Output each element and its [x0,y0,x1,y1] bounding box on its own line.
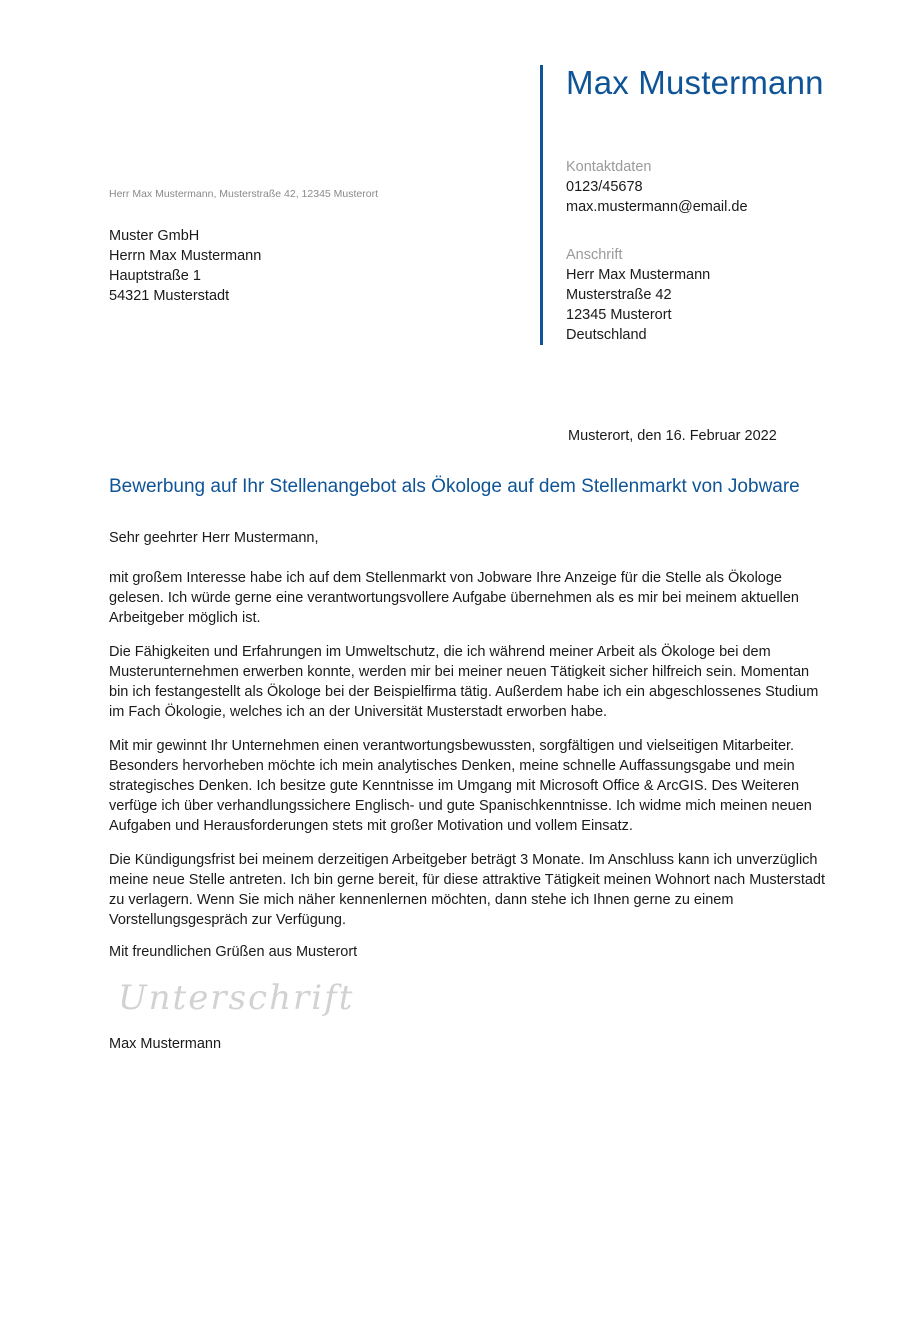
paragraph-line: zu verlagern. Wenn Sie mich näher kennenlernen möchten, dann stehe ich Ihnen gerne zu einem [109,892,734,908]
body-paragraph-1 [109,568,824,628]
closing-phrase: Mit freundlichen Grüßen aus Musterort [109,944,358,960]
recipient-line: Hauptstraße 1 [109,268,201,284]
email-address: max.mustermann@email.de [566,199,748,215]
recipient-line: Herrn Max Mustermann [109,248,262,264]
salutation: Sehr geehrter Herr Mustermann, [109,530,319,546]
paragraph-line: Die Fähigkeiten und Erfahrungen im Umweltschutz, die ich während meiner Arbeit als Ökologe bei dem [109,644,771,660]
handwritten-signature: Unterschrift [118,978,355,1018]
paragraph-line: Die Kündigungsfrist bei meinem derzeitigen Arbeitgeber beträgt 3 Monate. Im Anschluss kann ich unverzüglich [109,852,818,868]
body-paragraph-4 [109,850,824,930]
phone-number: 0123/45678 [566,179,643,195]
contact-label: Kontaktdaten [566,159,652,175]
address-block [566,245,710,345]
sender-return-line: Herr Max Mustermann, Musterstraße 42, 12345 Musterort [109,188,379,200]
paragraph-line: verfüge ich über verhandlungssichere Englisch- und gute Spanischkenntnisse. Ich widme mich meinen neuen [109,798,812,814]
paragraph-line: meine neue Stelle antreten. Ich bin gerne bereit, für diese attraktive Tätigkeit meinen Wohnort nach Musterstadt [109,872,826,888]
paragraph-line: Aufgaben und Herausforderungen stets mit großer Motivation und vollem Einsatz. [109,818,633,834]
paragraph-line: bin ich festangestellt als Ökologe bei der Beispielfirma tätig. Außerdem habe ich ein abgeschlossenes Studium [109,684,819,700]
address-line: 12345 Musterort [566,307,672,323]
paragraph-line: mit großem Interesse habe ich auf dem Stellenmarkt von Jobware Ihre Anzeige für die Stelle als Ökologe [109,570,782,586]
address-line: Deutschland [566,327,647,343]
letter-date: Musterort, den 16. Februar 2022 [568,428,777,444]
signer-name: Max Mustermann [109,1036,222,1052]
paragraph-line: Arbeitgeber möglich ist. [109,610,261,626]
address-line: Musterstraße 42 [566,287,672,303]
contact-block [566,157,748,217]
paragraph-line: Mit mir gewinnt Ihr Unternehmen einen verantwortungsbewussten, sorgfältigen und vielseitigen Mitarbeiter. [109,738,795,754]
address-line: Herr Max Mustermann [566,267,711,283]
paragraph-line: strategisches Denken. Ich besitze gute Kenntnisse im Umgang mit Microsoft Office & ArcGIS. Des Weiteren [109,778,800,794]
paragraph-line: im Fach Ökologie, welches ich an der Universität Musterstadt erworben habe. [109,704,608,720]
header-accent-bar [540,65,543,345]
address-label: Anschrift [566,247,623,263]
applicant-name-title: Max Mustermann [566,64,824,101]
body-paragraph-3 [109,736,824,836]
body-paragraph-2 [109,642,824,722]
paragraph-line: Vorstellungsgespräch zur Verfügung. [109,912,346,928]
letter-subject: Bewerbung auf Ihr Stellenangebot als Ökologe auf dem Stellenmarkt von Jobware [109,476,800,497]
paragraph-line: Musterunternehmen erwerben konnte, werden mir bei meiner neuen Tätigkeit sicher hilfreich sein. Momentan [109,664,810,680]
recipient-address [109,226,261,306]
paragraph-line: gelesen. Ich würde gerne eine verantwortungsvollere Aufgabe übernehmen als es mir bei meinem aktuellen [109,590,799,606]
paragraph-line: Besonders hervorheben möchte ich mein analytisches Denken, meine schnelle Auffassungsgabe und mein [109,758,795,774]
recipient-line: Muster GmbH [109,228,200,244]
recipient-line: 54321 Musterstadt [109,288,230,304]
